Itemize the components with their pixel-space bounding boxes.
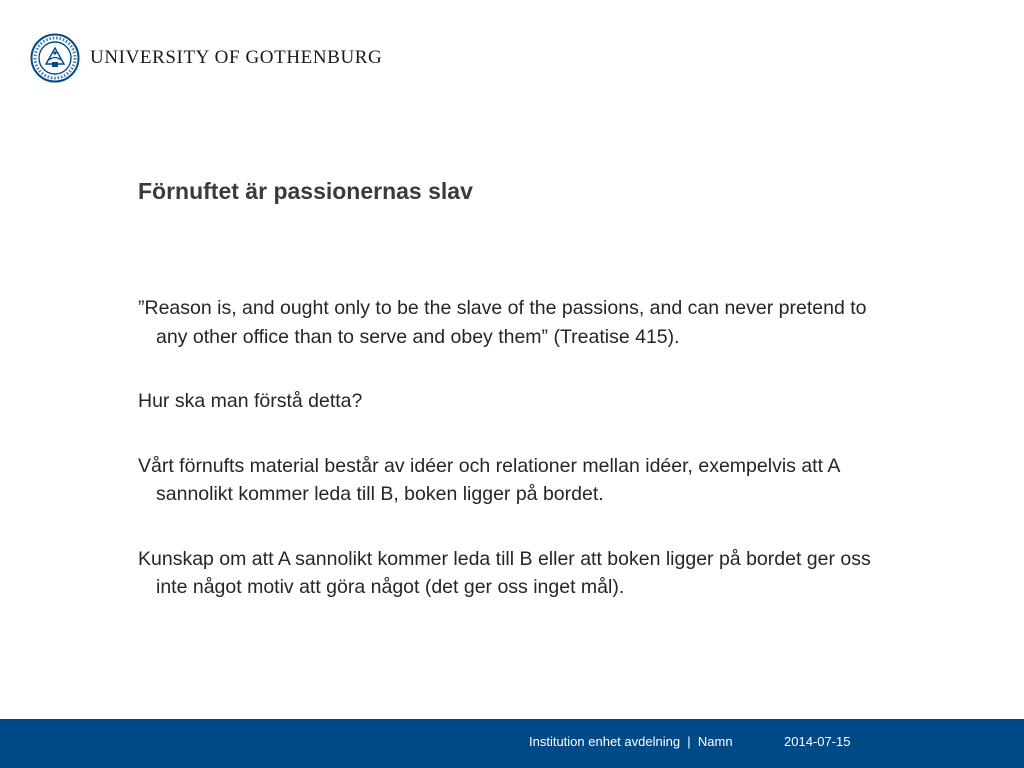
footer-department: Institution enhet avdelning | Namn [529, 734, 733, 749]
question-paragraph: Hur ska man förstå detta? [138, 390, 363, 412]
reason-material-paragraph: Vårt förnufts material består av idéer och relationer mellan idéer, exempelvis att A sannolikt kommer leda till B, boken ligger på bordet. [138, 454, 840, 505]
university-seal-icon [30, 33, 80, 83]
footer-date: 2014-07-15 [784, 734, 851, 749]
university-name: UNIVERSITY OF GOTHENBURG [90, 47, 383, 68]
quote-paragraph: ”Reason is, and ought only to be the slave of the passions, and can never pretend to any other office than to serve and obey them” (Treatise 415). [138, 297, 867, 348]
footer-bar [0, 719, 1024, 768]
slide-title: Förnuftet är passionernas slav [138, 178, 473, 204]
slide-body [138, 294, 878, 638]
knowledge-motive-paragraph: Kunskap om att A sannolikt kommer leda till B eller att boken ligger på bordet ger oss inte något motiv att göra något (det ger oss inget mål). [138, 547, 871, 598]
university-logo [30, 32, 382, 84]
